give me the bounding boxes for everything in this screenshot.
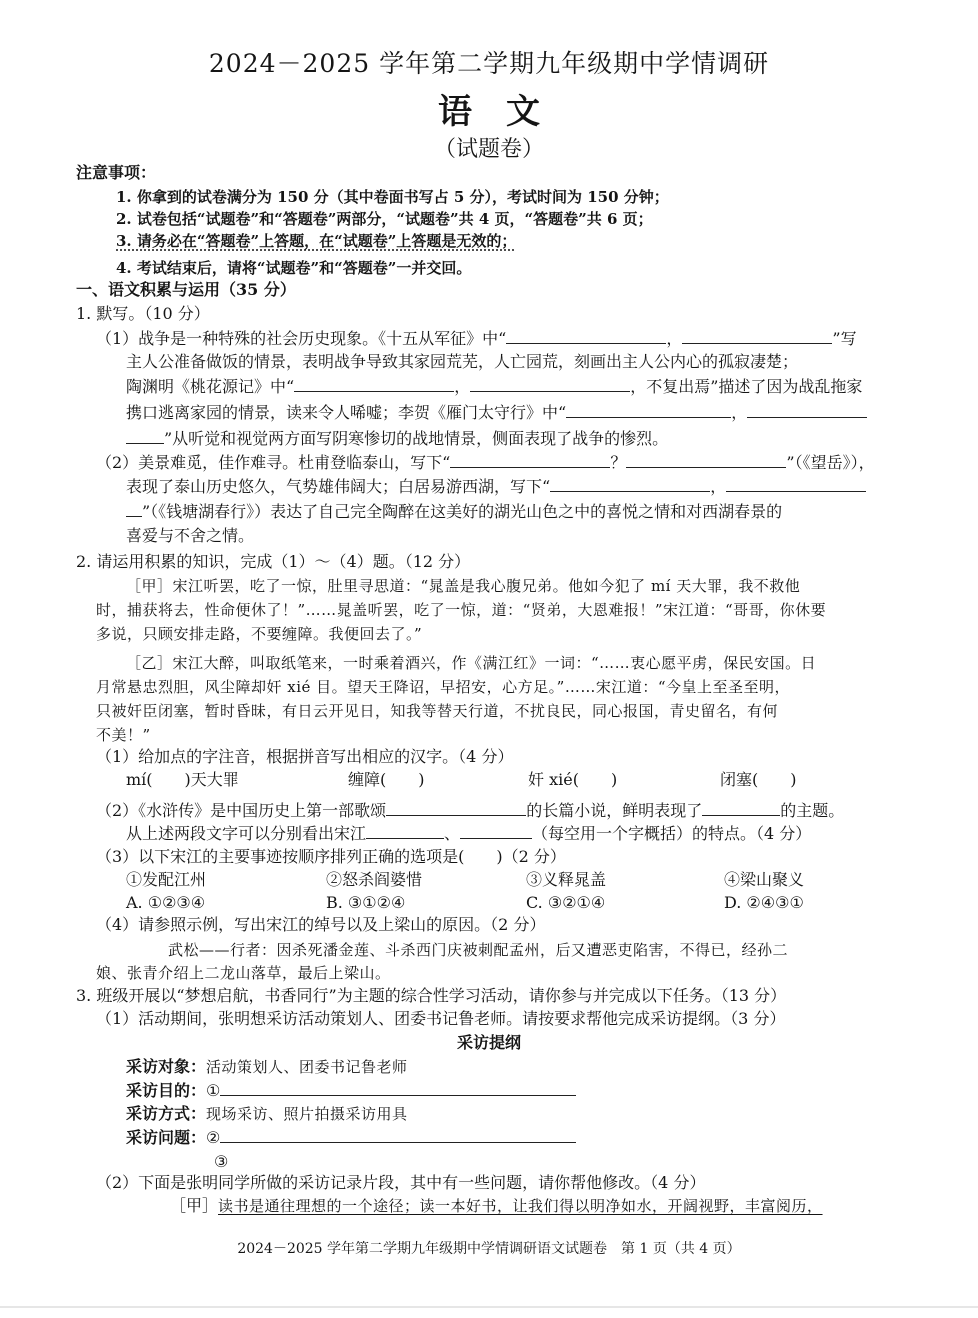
q2-sub4-example: 娘、张青介绍上二龙山落草，最后上梁山。 (96, 964, 391, 982)
passage-yi-line: 月常悬忠烈胆，风尘障却奸 xié 目。望天王降诏，早招安，心方足。”……宋江道：“今皇上至圣至明， (96, 678, 791, 696)
text: 表现了泰山历史悠久，气势雄伟阔大；白居易游西湖，写下“ (126, 477, 551, 496)
answer-blank (566, 402, 731, 418)
answer-blank (366, 823, 444, 839)
notes-heading: 注意事项： (76, 163, 157, 182)
paper-type: （试题卷） (433, 137, 544, 162)
answer-blank (386, 800, 526, 816)
outline-purpose (126, 1080, 576, 1102)
passage-yi-line: 只被奸臣闭塞，暂时昏昧，有日云开见日，知我等替天行道，不扰良民，同心报国，青史留名，有何 (96, 702, 779, 720)
note-item: 1. 你拿到的试卷满分为 150 分（其中卷面书写占 5 分），考试时间为 150 分钟； (116, 188, 669, 206)
text: ”写 (832, 329, 857, 348)
text: 、 (444, 824, 461, 843)
q2-sub1-item: mí( )天大罪 (126, 770, 239, 789)
q3-sub2: （2）下面是张明同学所做的采访记录片段，其中有一些问题，请你帮他修改。（4 分） (96, 1173, 706, 1192)
text: ， (710, 477, 727, 496)
q2-sub3-event: ④梁山聚义 (724, 870, 805, 889)
text: ， (666, 329, 683, 348)
q1-p1-line5 (126, 428, 668, 450)
label: 采访方式： (126, 1104, 207, 1123)
outline-method (126, 1103, 408, 1125)
answer-blank (702, 800, 780, 816)
question-2-title: 2. 请运用积累的知识，完成（1）～（4）题。（12 分） (76, 552, 471, 571)
q1-p2-line2 (126, 476, 866, 498)
q1-p2-line3 (126, 501, 782, 523)
question-3-title: 3. 班级开展以“梦想启航，书香同行”为主题的综合性学习活动，请你参与并完成以下任务。（13 分） (76, 986, 787, 1005)
text: ， (731, 403, 748, 422)
q2-sub3-event: ①发配江州 (126, 870, 207, 889)
text: （1）战争是一种特殊的社会历史现象。《十五从军征》中“ (96, 329, 507, 348)
answer-blank (626, 452, 786, 468)
text: ”从听觉和视觉两方面写阴寒惨切的战地情景，侧面表现了战争的惨烈。 (164, 429, 669, 448)
q2-sub2-line1 (96, 800, 844, 822)
answer-blank (126, 501, 142, 517)
q2-sub3: （3）以下宋江的主要事迹按顺序排列正确的选项是( )（2 分） (96, 847, 566, 866)
q2-sub1-item: 缠障( ) (348, 770, 425, 789)
q1-p2-line1 (96, 452, 875, 474)
text: 的主题。 (780, 801, 845, 820)
q3-sub1: （1）活动期间，张明想采访活动策划人、团委书记鲁老师。请按要求帮他完成采访提纲。（3 分） (96, 1009, 786, 1028)
value: ③ (214, 1152, 229, 1171)
q2-sub4: （4）请参照示例，写出宋江的绰号以及上梁山的原因。（2 分） (96, 915, 546, 934)
answer-blank (126, 428, 164, 444)
outline-question (126, 1127, 576, 1149)
answer-blank (450, 452, 610, 468)
passage-jia-line: 时，捕获将去，性命便休了！”……晁盖听罢，吃了一惊，道：“贤弟，大恩难报！”宋江道：“哥哥，你休要 (96, 601, 827, 619)
text: ”（《望岳》）， (786, 453, 875, 472)
subject-title: 语 文 (438, 92, 540, 132)
answer-blank (460, 823, 532, 839)
q1-p1-line2: 主人公准备做饭的情景，表明战争导致其家园荒芜，人亡园荒，刻画出主人公内心的孤寂凄楚； (126, 352, 799, 371)
text: ，不复出焉”描述了因为战乱拖家 (630, 377, 863, 396)
q2-sub2-line2 (126, 823, 811, 845)
text: （每空用一个字概括）的特点。（4 分） (532, 824, 812, 843)
text: ？ (610, 453, 627, 472)
q2-sub3-option-c: C. ③②①④ (526, 893, 606, 912)
text: 陶渊明《桃花源记》中“ (126, 377, 295, 396)
outline-title: 采访提纲 (456, 1033, 521, 1052)
passage-jia-line: 多说，只顾安排走路，不要缠障。我便回去了。” (96, 625, 423, 643)
q1-p1-line3 (126, 376, 862, 398)
q2-sub3-option-d: D. ②④③① (724, 893, 804, 912)
label: 采访目的： (126, 1081, 207, 1100)
text: ”（《钱塘湖春行》）表达了自己完全陶醉在这美好的湖光山色之中的喜悦之情和对西湖春景的 (142, 502, 783, 521)
passage-yi-line: ［乙］宋江大醉，叫取纸笔来，一时乘着酒兴，作《满江红》一词：“……衷心愿平虏，保民安国。日 (126, 654, 817, 672)
q1-p2-line4: 喜爱与不舍之情。 (126, 526, 255, 545)
q2-sub3-option-a: A. ①②③④ (126, 893, 206, 912)
note-item: 4. 考试结束后，请将“试题卷”和“答题卷”一并交回。 (116, 259, 472, 277)
text: 从上述两段文字可以分别看出宋江 (126, 824, 367, 843)
q2-sub4-example: 武松——行者：因杀死潘金莲、斗杀西门庆被刺配孟州，后又遭恶吏陷害，不得已，经孙二 (168, 941, 789, 959)
answer-blank (294, 376, 454, 392)
answer-blank (747, 402, 867, 418)
value: ① (206, 1081, 221, 1100)
value: ② (206, 1128, 221, 1147)
passage-yi-line: 不美！” (96, 726, 151, 744)
answer-blank (470, 376, 630, 392)
answer-blank (220, 1127, 576, 1143)
answer-blank (506, 328, 666, 344)
section-heading: 一、语文积累与运用（35 分） (76, 280, 296, 299)
value: 现场采访、照片拍摄采访用具 (206, 1105, 408, 1123)
exam-title: 2024－2025 学年第二学期九年级期中学情调研 (208, 49, 770, 78)
answer-blank (726, 476, 866, 492)
q2-sub3-event: ③义释晁盖 (526, 870, 607, 889)
page-footer: 2024－2025 学年第二学期九年级期中学情调研语文试题卷 第 1 页（共 4 页） (237, 1241, 741, 1257)
q2-sub1: （1）给加点的字注音，根据拼音写出相应的汉字。（4 分） (96, 747, 514, 766)
note-item: 2. 试卷包括“试题卷”和“答题卷”两部分，“试题卷”共 4 页，“答题卷”共 6 页； (116, 210, 653, 228)
label: 采访对象： (126, 1057, 207, 1076)
text: 的长篇小说，鲜明表现了 (526, 801, 703, 820)
answer-blank (550, 476, 710, 492)
q3-record (170, 1195, 823, 1217)
q2-sub1-item: 奸 xié( ) (528, 770, 618, 789)
q1-p1-line4 (126, 402, 867, 424)
label: ［甲］ (170, 1196, 219, 1215)
label: 采访问题： (126, 1128, 207, 1147)
value: 活动策划人、团委书记鲁老师 (206, 1058, 408, 1076)
q1-p1-line1 (96, 328, 857, 350)
text: 携口逃离家园的情景，读来令人唏嘘；李贺《雁门太守行》中“ (126, 403, 567, 422)
text: （2）《水浒传》是中国历史上第一部歌颂 (96, 801, 387, 820)
q2-sub3-event: ②怒杀阎婆惜 (326, 870, 423, 889)
outline-target (126, 1056, 408, 1078)
answer-blank (682, 328, 832, 344)
bottom-divider (0, 1306, 978, 1308)
note-item: 3. 请务必在“答题卷”上答题，在“试题卷”上答题是无效的； (116, 232, 517, 250)
q2-sub3-option-b: B. ③①②④ (326, 893, 406, 912)
outline-question-2 (214, 1151, 228, 1173)
answer-blank (220, 1080, 576, 1096)
text: ， (454, 377, 471, 396)
passage-jia-line: ［甲］宋江听罢，吃了一惊，肚里寻思道：“晁盖是我心腹兄弟。他如今犯了 mí 天大罪，我不救他 (126, 577, 801, 595)
q2-sub1-item: 闭塞( ) (720, 770, 797, 789)
text: （2）美景难觅，佳作难寻。杜甫登临泰山，写下“ (96, 453, 451, 472)
question-1-title: 1. 默写。（10 分） (76, 304, 210, 323)
record-text: 读书是通往理想的一个途径；读一本好书，让我们得以明净如水，开阔视野，丰富阅历， (218, 1197, 823, 1215)
